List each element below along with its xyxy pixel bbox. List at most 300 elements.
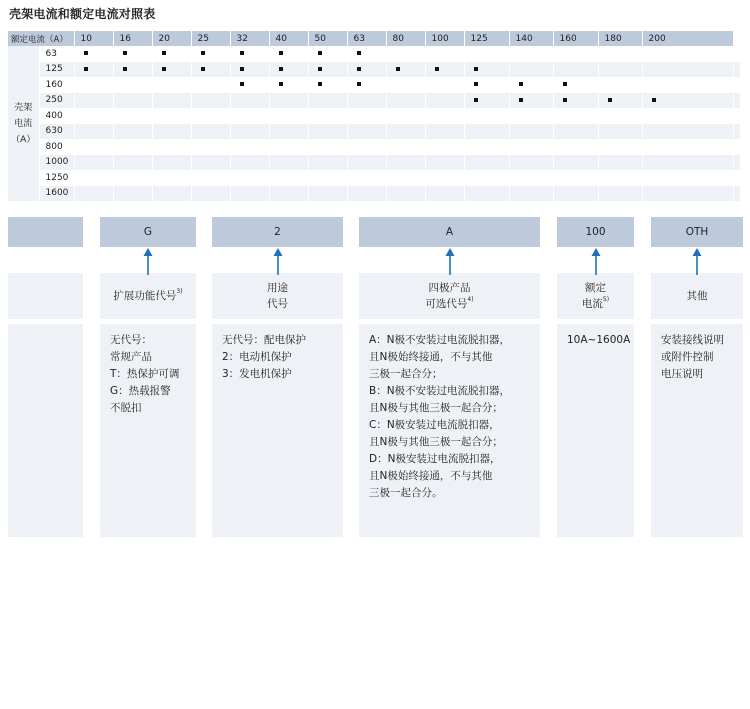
description-line: B：N极不安装过电流脱扣器，: [369, 385, 511, 397]
description-line: 10A~1600A: [567, 334, 631, 346]
code-label-line: [582, 280, 609, 296]
rated-current-header-cell: 180: [598, 31, 642, 46]
rating-cell: [152, 93, 191, 109]
table-row: [8, 139, 740, 155]
arrow-up-icon: [445, 248, 455, 276]
frame-current-cell: 1600: [39, 186, 74, 202]
rating-cell: [464, 62, 509, 78]
rating-cell: [598, 46, 642, 62]
rating-cell: [191, 62, 230, 78]
table-row: [8, 77, 740, 93]
rating-cell: [509, 155, 553, 171]
rating-cell: [191, 46, 230, 62]
table-row: [8, 46, 740, 62]
description-line: 且N极始终接通，不与其他: [369, 470, 493, 482]
rating-cell: [464, 46, 509, 62]
rating-cell: [642, 139, 733, 155]
available-mark-icon: [279, 51, 283, 55]
available-mark-icon: [240, 82, 244, 86]
rating-cell: [269, 124, 308, 140]
available-mark-icon: [162, 67, 166, 71]
available-mark-icon: [162, 51, 166, 55]
code-label-line: [582, 296, 609, 312]
rating-cell: [464, 170, 509, 186]
available-mark-icon: [474, 67, 478, 71]
rating-cell: [269, 108, 308, 124]
rating-cell: [191, 139, 230, 155]
available-mark-icon: [519, 82, 523, 86]
code-box: [651, 217, 743, 247]
rating-cell: [464, 93, 509, 109]
rating-cell: [642, 46, 733, 62]
code-label-text: 四极产品: [428, 282, 471, 294]
code-label-box: [359, 273, 540, 319]
rating-cell: [425, 108, 464, 124]
rating-cell: [308, 139, 347, 155]
rating-cell: [191, 108, 230, 124]
rating-cell: [308, 62, 347, 78]
rating-cell: [425, 62, 464, 78]
code-box: [100, 217, 196, 247]
rating-cell: [598, 124, 642, 140]
description-line: 三极一起合分。: [369, 487, 443, 499]
rating-cell: [269, 139, 308, 155]
rating-cell: [191, 77, 230, 93]
available-mark-icon: [279, 82, 283, 86]
rating-cell: [308, 155, 347, 171]
rating-cell: [152, 62, 191, 78]
available-mark-icon: [240, 67, 244, 71]
rating-cell: [509, 170, 553, 186]
rating-cell: [425, 124, 464, 140]
rating-cell: [386, 93, 425, 109]
code-description-box: [100, 324, 196, 537]
frame-current-cell: 400: [39, 108, 74, 124]
description-line: 且N极与其他三极一起合分；: [369, 402, 503, 414]
rating-cell: [386, 124, 425, 140]
rating-cell: [230, 93, 269, 109]
rating-cell: [113, 93, 152, 109]
code-label-text: 额定: [584, 282, 606, 294]
rated-current-header-cell: 20: [152, 31, 191, 46]
rating-cell: [553, 186, 598, 202]
description-line: 且N极与其他三极一起合分；: [369, 436, 503, 448]
rating-cell: [598, 108, 642, 124]
rating-cell: [152, 155, 191, 171]
series-code-box: [8, 217, 83, 247]
rating-cell: [509, 186, 553, 202]
rating-cell: [230, 139, 269, 155]
rating-cell: [733, 186, 740, 202]
rating-cell: [598, 170, 642, 186]
rating-cell: [598, 93, 642, 109]
rating-cell: [113, 108, 152, 124]
code-label-line: [425, 296, 473, 312]
rating-cell: [230, 108, 269, 124]
table-row: [8, 170, 740, 186]
rating-cell: [74, 186, 113, 202]
rating-cell: [152, 77, 191, 93]
rating-cell: [642, 155, 733, 171]
rating-cell: [464, 77, 509, 93]
rated-current-header-cell: 125: [464, 31, 509, 46]
rating-cell: [553, 170, 598, 186]
rating-cell: [347, 124, 386, 140]
rating-cell: [425, 170, 464, 186]
rating-cell: [598, 62, 642, 78]
available-mark-icon: [318, 82, 322, 86]
available-mark-icon: [318, 51, 322, 55]
code-value: 2: [274, 226, 281, 238]
rating-cell: [191, 124, 230, 140]
table-header-row: [8, 31, 740, 46]
rating-cell: [347, 93, 386, 109]
description-line: 2：电动机保护: [222, 351, 292, 363]
rating-cell: [642, 124, 733, 140]
rating-cell: [386, 62, 425, 78]
code-label-box: [212, 273, 343, 319]
rating-cell: [347, 77, 386, 93]
rating-cell: [733, 170, 740, 186]
description-line: D：N极安装过电流脱扣器，: [369, 453, 501, 465]
description-line: 3：发电机保护: [222, 368, 292, 380]
frame-current-side-label: [8, 46, 39, 201]
rating-cell: [269, 155, 308, 171]
rating-cell: [425, 139, 464, 155]
footnote-marker: 5): [602, 296, 610, 303]
rating-cell: [553, 62, 598, 78]
page-title: 壳架电流和额定电流对照表: [9, 7, 156, 21]
side-label-line: （A）: [11, 134, 36, 145]
rating-cell: [74, 62, 113, 78]
rated-current-header-cell: 63: [347, 31, 386, 46]
rating-cell: [733, 108, 740, 124]
rating-cell: [113, 62, 152, 78]
rating-cell: [598, 155, 642, 171]
side-label-line: 壳架: [14, 102, 33, 113]
rated-current-header-cell: 25: [191, 31, 230, 46]
rating-cell: [347, 155, 386, 171]
rating-cell: [733, 124, 740, 140]
rating-cell: [425, 93, 464, 109]
rated-current-header-cell: 80: [386, 31, 425, 46]
rated-current-header-cell: 10: [74, 31, 113, 46]
rating-cell: [113, 139, 152, 155]
available-mark-icon: [201, 51, 205, 55]
rating-cell: [308, 93, 347, 109]
rating-cell: [152, 108, 191, 124]
footnote-marker: 3): [176, 288, 183, 295]
rated-current-header-cell: 140: [509, 31, 553, 46]
rating-cell: [464, 155, 509, 171]
rating-cell: [386, 155, 425, 171]
rating-cell: [553, 124, 598, 140]
rating-cell: [74, 77, 113, 93]
description-line: 常规产品: [110, 351, 152, 363]
rating-cell: [425, 155, 464, 171]
rating-cell: [733, 62, 740, 78]
frame-current-cell: 1250: [39, 170, 74, 186]
rating-cell: [642, 186, 733, 202]
arrow-up-icon: [273, 248, 283, 276]
description-line: T：热保护可调: [110, 368, 180, 380]
rating-cell: [269, 170, 308, 186]
table-row: [8, 108, 740, 124]
available-mark-icon: [396, 67, 400, 71]
rating-cell: [191, 170, 230, 186]
rating-cell: [74, 93, 113, 109]
code-description-box: [651, 324, 743, 537]
description-line: 无代号：: [110, 334, 152, 346]
rating-cell: [509, 139, 553, 155]
rating-cell: [74, 124, 113, 140]
rating-cell: [733, 77, 740, 93]
description-line: G：热载报警: [110, 385, 171, 397]
rating-cell: [152, 170, 191, 186]
available-mark-icon: [357, 82, 361, 86]
description-line: 无代号：配电保护: [222, 334, 306, 346]
rating-cell: [509, 62, 553, 78]
description-line: 不脱扣: [110, 402, 142, 414]
rating-cell: [230, 77, 269, 93]
rating-cell: [230, 62, 269, 78]
code-box: [212, 217, 343, 247]
frame-current-cell: 630: [39, 124, 74, 140]
rating-cell: [598, 186, 642, 202]
code-description-box: [557, 324, 634, 537]
rating-cell: [598, 139, 642, 155]
available-mark-icon: [608, 98, 612, 102]
rating-cell: [642, 77, 733, 93]
rating-cell: [191, 93, 230, 109]
frame-current-cell: 125: [39, 62, 74, 78]
rating-cell: [308, 77, 347, 93]
description-line: 电压说明: [661, 368, 703, 380]
description-line: C：N极安装过电流脱扣器，: [369, 419, 500, 431]
table-row: [8, 186, 740, 202]
code-label-line: [113, 288, 182, 304]
rating-cell: [347, 139, 386, 155]
rating-cell: [347, 62, 386, 78]
rating-cell: [308, 170, 347, 186]
side-label-line: 电流: [14, 118, 33, 129]
rating-cell: [509, 108, 553, 124]
available-mark-icon: [474, 98, 478, 102]
code-description-box: [359, 324, 540, 537]
rating-cell: [425, 186, 464, 202]
available-mark-icon: [84, 51, 88, 55]
rating-cell: [269, 93, 308, 109]
description-line: 三极一起合分；: [369, 368, 443, 380]
code-label-text: 可选代号: [425, 298, 468, 310]
frame-current-cell: 160: [39, 77, 74, 93]
code-value: G: [143, 226, 153, 238]
code-description-box: [212, 324, 343, 537]
available-mark-icon: [357, 51, 361, 55]
rating-cell: [308, 108, 347, 124]
code-label-text: 其他: [686, 290, 708, 302]
rating-cell: [509, 93, 553, 109]
rating-cell: [230, 124, 269, 140]
rating-cell: [74, 108, 113, 124]
code-label-text: 代号: [267, 298, 288, 310]
rating-cell: [269, 46, 308, 62]
rated-current-header-cell: 40: [269, 31, 308, 46]
table-row: [8, 124, 740, 140]
rating-cell: [152, 186, 191, 202]
rated-current-header-cell: 50: [308, 31, 347, 46]
code-label-box: [100, 273, 196, 319]
rating-cell: [733, 139, 740, 155]
available-mark-icon: [318, 67, 322, 71]
code-label-line: [687, 288, 708, 304]
code-label-text: 扩展功能代号: [113, 290, 177, 302]
rating-cell: [733, 93, 740, 109]
rating-cell: [464, 139, 509, 155]
rating-cell: [152, 46, 191, 62]
frame-current-cell: 1000: [39, 155, 74, 171]
table-row: [8, 93, 740, 109]
table-row: [8, 62, 740, 78]
rating-cell: [269, 186, 308, 202]
rated-current-header-cell: 32: [230, 31, 269, 46]
rating-cell: [113, 186, 152, 202]
available-mark-icon: [279, 67, 283, 71]
rating-cell: [347, 46, 386, 62]
available-mark-icon: [357, 67, 361, 71]
rating-cell: [113, 124, 152, 140]
rating-cell: [553, 139, 598, 155]
available-mark-icon: [201, 67, 205, 71]
rating-cell: [386, 170, 425, 186]
description-line: 且N极始终接通，不与其他: [369, 351, 493, 363]
rating-cell: [308, 124, 347, 140]
rated-current-header-cell: 16: [113, 31, 152, 46]
rating-cell: [74, 170, 113, 186]
rating-cell: [347, 186, 386, 202]
available-mark-icon: [240, 51, 244, 55]
rating-cell: [347, 108, 386, 124]
rating-cell: [464, 108, 509, 124]
rating-cell: [74, 155, 113, 171]
code-value: 100: [585, 226, 606, 238]
description-line: A：N极不安装过电流脱扣器，: [369, 334, 511, 346]
rating-cell: [733, 155, 740, 171]
rating-cell: [269, 62, 308, 78]
rated-current-header-cell: 160: [553, 31, 598, 46]
rating-cell: [347, 170, 386, 186]
rating-cell: [425, 46, 464, 62]
rating-cell: [386, 108, 425, 124]
code-box: [557, 217, 634, 247]
rating-cell: [598, 77, 642, 93]
rating-cell: [113, 77, 152, 93]
rating-cell: [642, 170, 733, 186]
rating-cell: [733, 46, 740, 62]
rating-cell: [553, 155, 598, 171]
frame-rating-table: [8, 31, 741, 201]
code-label-box: [8, 273, 83, 319]
available-mark-icon: [123, 51, 127, 55]
rated-current-header: 额定电流（A）: [8, 31, 74, 46]
available-mark-icon: [652, 98, 656, 102]
arrow-up-icon: [692, 248, 702, 276]
rating-cell: [269, 77, 308, 93]
rating-cell: [425, 77, 464, 93]
code-value: OTH: [685, 226, 709, 238]
rating-cell: [553, 77, 598, 93]
rating-cell: [509, 77, 553, 93]
rating-cell: [74, 46, 113, 62]
available-mark-icon: [435, 67, 439, 71]
available-mark-icon: [519, 98, 523, 102]
available-mark-icon: [563, 98, 567, 102]
rating-cell: [308, 186, 347, 202]
available-mark-icon: [563, 82, 567, 86]
rating-cell: [553, 46, 598, 62]
rating-cell: [152, 139, 191, 155]
rating-cell: [464, 186, 509, 202]
table-row: [8, 155, 740, 171]
description-line: 或附件控制: [661, 351, 714, 363]
rating-cell: [230, 155, 269, 171]
code-label-box: [651, 273, 743, 319]
rating-cell: [464, 124, 509, 140]
arrow-up-icon: [143, 248, 153, 276]
rated-current-header-cell: 200: [642, 31, 733, 46]
code-label-text: 电流: [581, 298, 603, 310]
code-value: A: [445, 226, 454, 238]
rating-cell: [152, 124, 191, 140]
description-line: 安装接线说明: [661, 334, 724, 346]
rating-cell: [642, 62, 733, 78]
frame-current-cell: 63: [39, 46, 74, 62]
rating-cell: [191, 186, 230, 202]
rating-cell: [386, 46, 425, 62]
rating-cell: [386, 77, 425, 93]
rating-cell: [386, 139, 425, 155]
available-mark-icon: [123, 67, 127, 71]
rating-cell: [509, 46, 553, 62]
rated-current-header-cell: 100: [425, 31, 464, 46]
available-mark-icon: [84, 67, 88, 71]
rating-cell: [113, 155, 152, 171]
code-label-line: [425, 280, 473, 296]
rating-cell: [113, 46, 152, 62]
rating-cell: [386, 186, 425, 202]
rating-cell: [230, 170, 269, 186]
frame-current-cell: 800: [39, 139, 74, 155]
rating-cell: [642, 93, 733, 109]
code-label-text: 用途: [267, 282, 288, 294]
code-description-box: [8, 324, 83, 537]
code-label-box: [557, 273, 634, 319]
rating-cell: [553, 93, 598, 109]
frame-current-cell: 250: [39, 93, 74, 109]
rating-cell: [113, 170, 152, 186]
rating-cell: [230, 46, 269, 62]
footnote-marker: 4): [467, 296, 474, 303]
arrow-up-icon: [591, 248, 601, 276]
rating-cell: [509, 124, 553, 140]
rating-cell: [642, 108, 733, 124]
code-label-line: [267, 296, 288, 312]
rating-cell: [553, 108, 598, 124]
rating-cell: [308, 46, 347, 62]
rating-cell: [230, 186, 269, 202]
code-box: [359, 217, 540, 247]
code-label-line: [267, 280, 288, 296]
